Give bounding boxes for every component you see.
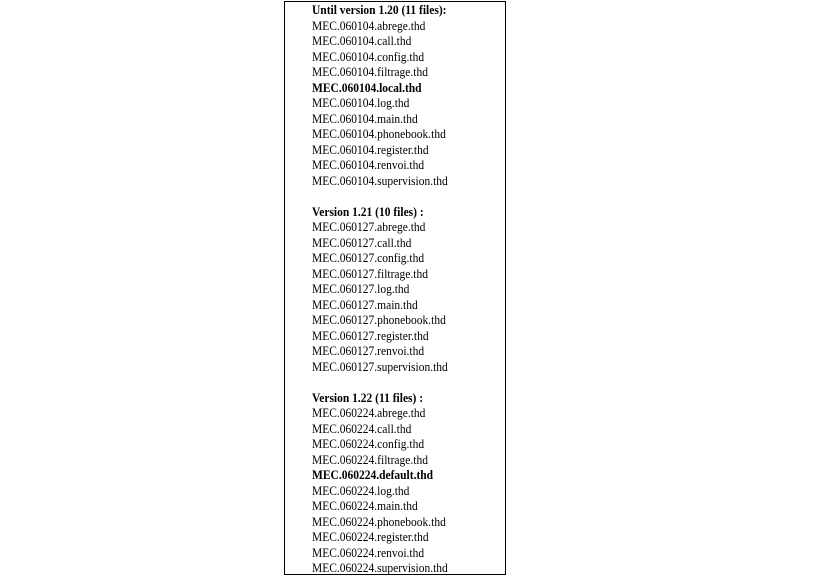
file-item: MEC.060224.main.thd bbox=[312, 499, 418, 513]
version-heading: Until version 1.20 (11 files): bbox=[312, 3, 447, 17]
file-item: MEC.060224.phonebook.thd bbox=[312, 514, 446, 529]
file-item: MEC.060127.main.thd bbox=[312, 297, 418, 312]
file-item: MEC.060224.log.thd bbox=[312, 483, 410, 498]
file-item-highlighted: MEC.060104.local.thd bbox=[312, 80, 422, 95]
file-item: MEC.060127.supervision.thd bbox=[312, 359, 448, 374]
document-frame bbox=[284, 1, 506, 575]
file-item: MEC.060224.call.thd bbox=[312, 421, 412, 436]
file-item: MEC.060104.config.thd bbox=[312, 49, 425, 64]
file-item: MEC.060104.phonebook.thd bbox=[312, 127, 446, 141]
file-item: MEC.060104.abrege.thd bbox=[312, 18, 426, 33]
file-item-highlighted: MEC.060224.default.thd bbox=[312, 468, 434, 482]
file-item: MEC.060104.main.thd bbox=[312, 111, 418, 126]
file-item: MEC.060224.abrege.thd bbox=[312, 406, 426, 420]
file-item: MEC.060224.register.thd bbox=[312, 530, 429, 544]
section-spacer bbox=[312, 189, 506, 205]
file-item: MEC.060127.renvoi.thd bbox=[312, 344, 425, 358]
file-item: MEC.060104.call.thd bbox=[312, 34, 412, 48]
file-item: MEC.060224.config.thd bbox=[312, 437, 425, 451]
file-item: MEC.060127.abrege.thd bbox=[312, 220, 426, 234]
file-item: MEC.060224.renvoi.thd bbox=[312, 545, 425, 560]
file-item: MEC.060127.log.thd bbox=[312, 282, 410, 296]
version-heading: Version 1.21 (10 files) : bbox=[312, 204, 424, 219]
file-item: MEC.060127.register.thd bbox=[312, 328, 429, 343]
version-heading: Version 1.22 (11 files) : bbox=[312, 390, 424, 405]
file-item: MEC.060104.log.thd bbox=[312, 96, 410, 110]
file-item: MEC.060104.register.thd bbox=[312, 142, 429, 157]
file-item: MEC.060224.supervision.thd bbox=[312, 561, 448, 575]
file-item: MEC.060127.phonebook.thd bbox=[312, 313, 446, 327]
file-item: MEC.060127.filtrage.thd bbox=[312, 266, 428, 281]
file-item: MEC.060104.supervision.thd bbox=[312, 173, 448, 188]
file-item: MEC.060224.filtrage.thd bbox=[312, 452, 428, 467]
file-item: MEC.060104.filtrage.thd bbox=[312, 65, 428, 79]
file-item: MEC.060127.call.thd bbox=[312, 235, 412, 250]
file-list-document bbox=[312, 3, 506, 575]
file-item: MEC.060104.renvoi.thd bbox=[312, 158, 425, 172]
section-spacer bbox=[312, 375, 506, 391]
file-item: MEC.060127.config.thd bbox=[312, 251, 425, 265]
